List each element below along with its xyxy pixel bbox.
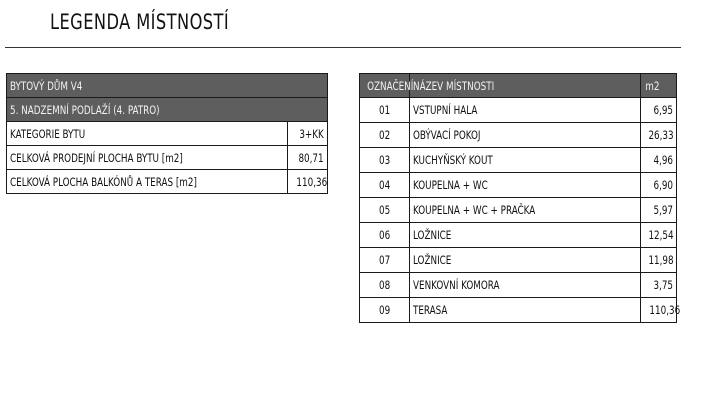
room-name	[410, 173, 641, 198]
building-row	[7, 74, 328, 98]
room-code-text: 09	[378, 303, 391, 317]
header-area-label: m2	[645, 78, 660, 93]
room-code-text: 01	[378, 103, 391, 117]
rooms-legend-table	[359, 73, 681, 323]
room-area-text: 3,75	[653, 278, 673, 292]
room-name-text: KOUPELNA + WC	[413, 178, 488, 192]
room-name	[410, 248, 641, 273]
info-value-cell	[288, 146, 328, 170]
header-code-label: OZNAČENÍ	[367, 78, 414, 93]
room-code-text: 04	[378, 178, 391, 192]
room-name	[410, 298, 641, 323]
header-name-label: NÁZEV MÍSTNOSTI	[413, 78, 495, 93]
room-row	[360, 273, 677, 298]
room-name-text: TERASA	[413, 303, 448, 317]
info-label-cell	[7, 170, 288, 194]
category-label: KATEGORIE BYTU	[10, 126, 86, 141]
room-area-text: 26,33	[648, 128, 674, 142]
room-code-text: 06	[378, 228, 391, 242]
room-name-text: OBÝVACÍ POKOJ	[413, 128, 481, 142]
title-divider	[5, 47, 681, 48]
room-code	[360, 148, 410, 173]
sales-area-value: 80,71	[298, 150, 325, 165]
room-area-text: 110,36	[649, 303, 681, 317]
room-code	[360, 123, 410, 148]
room-code	[360, 248, 410, 273]
balcony-area-value: 110,36	[296, 174, 328, 189]
room-code	[360, 173, 410, 198]
info-row-balcony-area	[7, 170, 328, 194]
page-title: LEGENDA MÍSTNOSTÍ	[50, 10, 230, 34]
room-area	[641, 173, 677, 198]
room-code	[360, 223, 410, 248]
floor-row	[7, 98, 328, 122]
room-area	[641, 198, 677, 223]
info-label-cell	[7, 146, 288, 170]
room-row	[360, 248, 677, 273]
room-code-text: 08	[378, 278, 391, 292]
header-name	[410, 74, 641, 98]
apartment-info-table	[6, 73, 328, 194]
room-name	[410, 123, 641, 148]
room-code-text: 05	[378, 203, 391, 217]
room-name	[410, 98, 641, 123]
room-name	[410, 148, 641, 173]
header-area	[641, 74, 677, 98]
floor-label: 5. NADZEMNÍ PODLAŽÍ (4. PATRO)	[10, 102, 160, 117]
room-area	[641, 248, 677, 273]
room-code-text: 07	[378, 253, 391, 267]
room-name-text: VENKOVNÍ KOMORA	[413, 278, 500, 292]
room-row	[360, 223, 677, 248]
room-name-text: LOŽNICE	[413, 253, 452, 267]
info-row-category	[7, 122, 328, 146]
room-area-text: 6,90	[653, 178, 673, 192]
room-area-text: 11,98	[648, 253, 674, 267]
room-area	[641, 298, 681, 323]
room-row	[360, 198, 677, 223]
room-row	[360, 98, 677, 123]
room-area	[641, 148, 677, 173]
room-area	[641, 123, 677, 148]
building-cell	[7, 74, 328, 98]
room-name-text: KOUPELNA + WC + PRAČKA	[413, 203, 536, 217]
room-name-text: LOŽNICE	[413, 228, 452, 242]
room-row	[360, 173, 677, 198]
room-row	[360, 148, 677, 173]
info-row-sales-area	[7, 146, 328, 170]
info-value-cell	[288, 170, 328, 194]
balcony-area-label: CELKOVÁ PLOCHA BALKÓNŮ A TERAS [m2]	[10, 174, 197, 189]
room-area-text: 4,96	[653, 153, 673, 167]
sales-area-label: CELKOVÁ PRODEJNÍ PLOCHA BYTU [m2]	[10, 150, 183, 165]
room-code-text: 02	[378, 128, 391, 142]
room-name-text: VSTUPNÍ HALA	[413, 103, 478, 117]
room-row	[360, 123, 677, 148]
room-code	[360, 273, 410, 298]
room-area-text: 6,95	[653, 103, 673, 117]
room-area	[641, 98, 677, 123]
room-area	[641, 273, 677, 298]
building-label: BYTOVÝ DŮM V4	[10, 78, 83, 93]
room-name	[410, 198, 641, 223]
room-name	[410, 223, 641, 248]
room-code	[360, 298, 410, 323]
room-code	[360, 198, 410, 223]
category-value: 3+KK	[299, 126, 325, 141]
info-value-cell	[288, 122, 328, 146]
room-area-text: 5,97	[653, 203, 673, 217]
room-name	[410, 273, 641, 298]
room-area-text: 12,54	[648, 228, 674, 242]
info-label-cell	[7, 122, 288, 146]
room-code	[360, 98, 410, 123]
room-name-text: KUCHYŇSKÝ KOUT	[413, 153, 493, 167]
room-row	[360, 298, 677, 323]
header-code	[360, 74, 414, 98]
room-area	[641, 223, 677, 248]
rooms-header-row	[360, 74, 677, 98]
floor-cell	[7, 98, 328, 122]
room-code-text: 03	[378, 153, 391, 167]
